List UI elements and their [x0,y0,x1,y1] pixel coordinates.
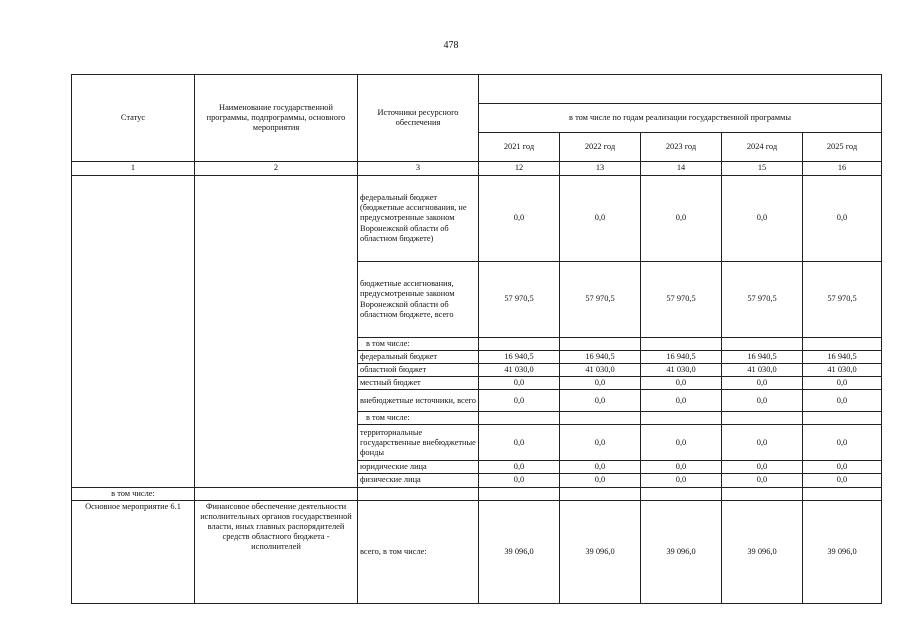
value-cell: 57 970,5 [641,262,722,338]
empty-cell [358,487,479,500]
column-number: 13 [560,162,641,176]
source-label: областной бюджет [358,364,479,377]
name-cell-empty [195,176,358,488]
value-cell: 0,0 [722,461,803,474]
measure-value: 39 096,0 [479,500,560,603]
value-cell: 57 970,5 [722,262,803,338]
empty-cell [560,487,641,500]
value-cell: 0,0 [803,377,882,390]
header-year: 2022 год [560,133,641,162]
value-cell: 0,0 [560,390,641,412]
value-cell: 41 030,0 [479,364,560,377]
value-cell: 0,0 [641,461,722,474]
value-cell: 16 940,5 [803,351,882,364]
column-number: 12 [479,162,560,176]
page-number: 478 [443,40,459,51]
header-year: 2023 год [641,133,722,162]
measure-source: всего, в том числе: [358,500,479,603]
table-row [72,176,882,262]
value-cell [641,338,722,351]
value-cell: 0,0 [722,474,803,487]
value-cell: 0,0 [803,390,882,412]
column-number: 3 [358,162,479,176]
column-number: 2 [195,162,358,176]
value-cell: 0,0 [479,474,560,487]
value-cell: 41 030,0 [803,364,882,377]
measure-status: Основное мероприятие 6.1 [72,500,195,603]
value-cell: 0,0 [803,474,882,487]
value-cell: 0,0 [560,461,641,474]
empty-cell [479,487,560,500]
value-cell [479,412,560,425]
value-cell [560,338,641,351]
value-cell: 0,0 [641,390,722,412]
value-cell [722,412,803,425]
value-cell: 0,0 [560,176,641,262]
source-label: бюджетные ассигнования, предусмотренные законом Воронежской области об областном бюджете, всего [358,262,479,338]
source-label: физические лица [358,474,479,487]
value-cell: 0,0 [722,377,803,390]
header-year: 2024 год [722,133,803,162]
value-cell: 0,0 [560,377,641,390]
value-cell: 41 030,0 [641,364,722,377]
value-cell: 41 030,0 [722,364,803,377]
in-total-row [72,487,882,500]
value-cell: 0,0 [641,377,722,390]
column-number: 14 [641,162,722,176]
value-cell: 57 970,5 [560,262,641,338]
measure-value: 39 096,0 [722,500,803,603]
empty-cell [722,487,803,500]
source-label: в том числе: [358,338,479,351]
value-cell: 0,0 [560,474,641,487]
value-cell: 0,0 [803,425,882,461]
empty-cell [641,487,722,500]
column-number: 16 [803,162,882,176]
column-number: 1 [72,162,195,176]
value-cell: 0,0 [641,176,722,262]
value-cell: 0,0 [479,390,560,412]
value-cell: 0,0 [479,425,560,461]
header-name: Наименование государственной программы, подпрограммы, основного мероприятия [195,75,358,162]
value-cell: 0,0 [722,176,803,262]
measure-value: 39 096,0 [641,500,722,603]
source-label: территориальные государственные внебюджетные фонды [358,425,479,461]
header-sources: Источники ресурсного обеспечения [358,75,479,162]
header-year: 2021 год [479,133,560,162]
header-row-1 [72,75,882,104]
empty-cell [803,487,882,500]
value-cell: 0,0 [479,377,560,390]
value-cell: 16 940,5 [560,351,641,364]
value-cell: 16 940,5 [641,351,722,364]
status-cell-empty [72,176,195,488]
value-cell: 0,0 [560,425,641,461]
value-cell: 41 030,0 [560,364,641,377]
header-blank [479,75,882,104]
measure-value: 39 096,0 [803,500,882,603]
in-total-label: в том числе: [72,487,195,500]
value-cell: 0,0 [641,425,722,461]
value-cell [803,412,882,425]
header-year: 2025 год [803,133,882,162]
value-cell [479,338,560,351]
value-cell: 0,0 [722,425,803,461]
value-cell: 57 970,5 [803,262,882,338]
value-cell [641,412,722,425]
source-label: юридические лица [358,461,479,474]
value-cell [560,412,641,425]
value-cell: 0,0 [641,474,722,487]
source-label: внебюджетные источники, всего [358,390,479,412]
source-label: федеральный бюджет (бюджетные ассигнования, не предусмотренные законом Воронежской области об областном бюджете) [358,176,479,262]
empty-cell [195,487,358,500]
source-label: местный бюджет [358,377,479,390]
column-number: 15 [722,162,803,176]
value-cell: 16 940,5 [722,351,803,364]
header-years-caption: в том числе по годам реализации государственной программы [479,104,882,133]
value-cell: 16 940,5 [479,351,560,364]
value-cell [803,338,882,351]
header-status: Статус [72,75,195,162]
measure-name: Финансовое обеспечение деятельности исполнительных органов государственной власти, иных главных распорядителей средств областного бюджета - исполнителей [195,500,358,603]
source-label: в том числе: [358,412,479,425]
value-cell: 0,0 [803,176,882,262]
measure-row [72,500,882,603]
resource-table [71,74,882,604]
value-cell: 0,0 [722,390,803,412]
column-numbers-row [72,162,882,176]
measure-value: 39 096,0 [560,500,641,603]
value-cell [722,338,803,351]
value-cell: 0,0 [479,461,560,474]
source-label: федеральный бюджет [358,351,479,364]
value-cell: 0,0 [803,461,882,474]
value-cell: 0,0 [479,176,560,262]
value-cell: 57 970,5 [479,262,560,338]
